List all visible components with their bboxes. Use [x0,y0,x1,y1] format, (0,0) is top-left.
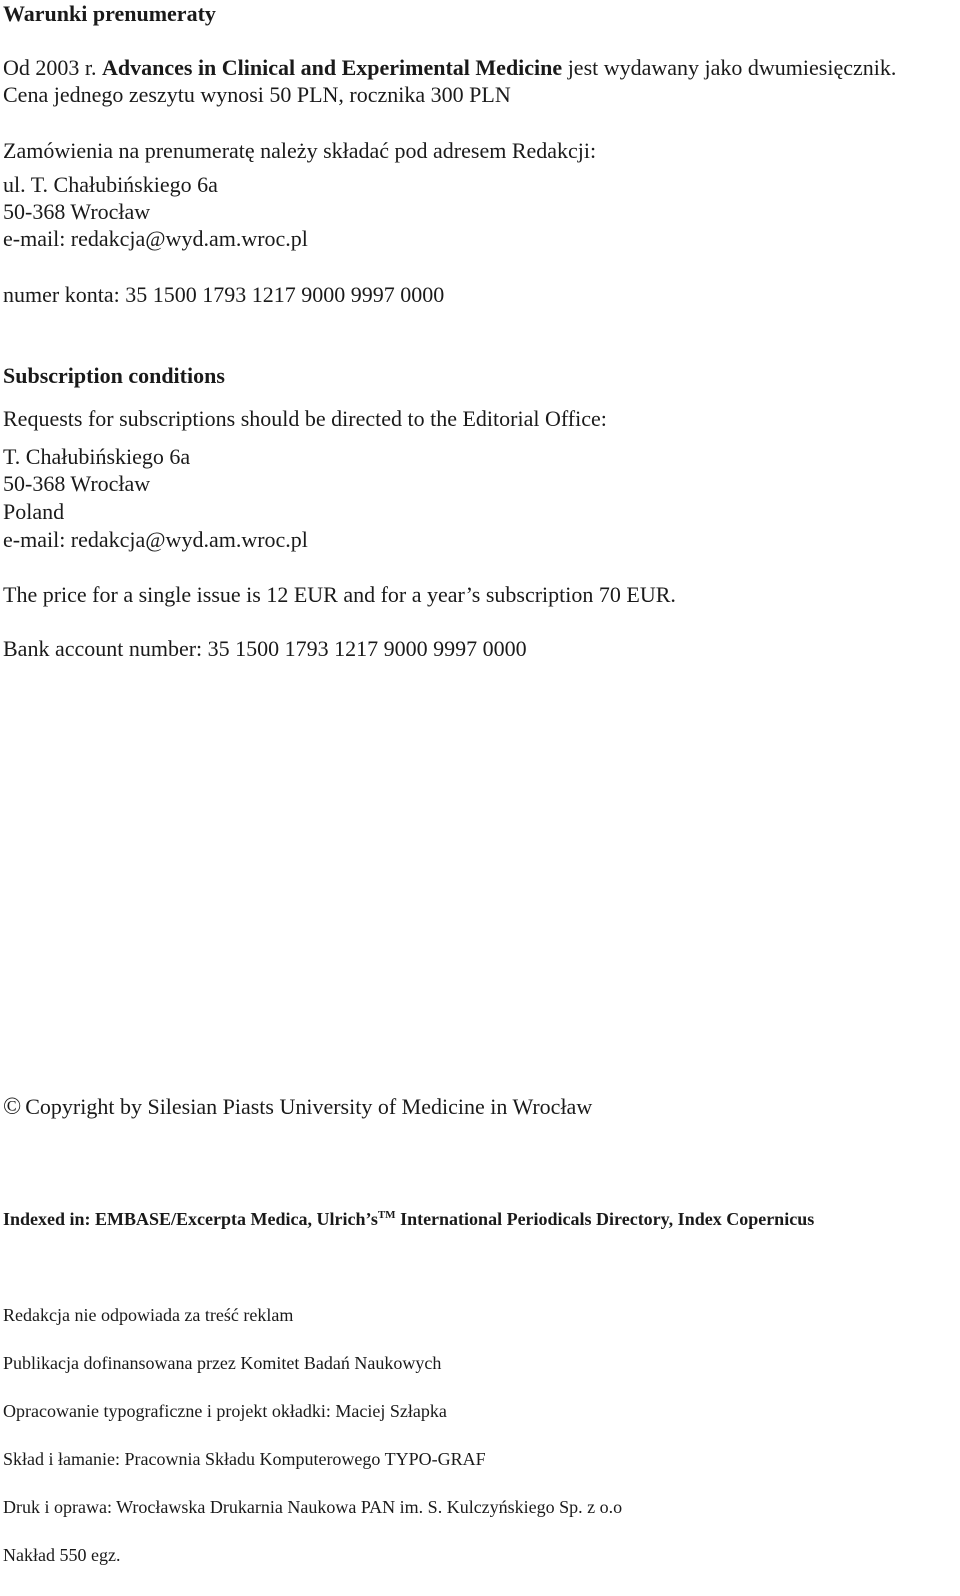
credit-typesetting: Skład i łamanie: Pracownia Składu Komputerowego TYPO-GRAF [3,1449,486,1469]
polish-heading: Warunki prenumeraty [3,1,216,26]
polish-address-street: ul. T. Chałubińskiego 6a [3,172,218,197]
copyright-text: Copyright by Silesian Piasts University of Medicine in Wrocław [25,1094,593,1119]
english-requests: Requests for subscriptions should be directed to the Editorial Office: [3,406,607,431]
polish-orders: Zamówienia na prenumeratę należy składać pod adresem Redakcji: [3,138,597,163]
polish-intro [3,57,896,79]
copyright-line [3,1095,592,1119]
english-price: The price for a single issue is 12 EUR and for a year’s subscription 70 EUR. [3,582,676,607]
english-address-street: T. Chałubińskiego 6a [3,444,191,469]
english-heading: Subscription conditions [3,363,225,388]
credit-funding: Publikacja dofinansowana przez Komitet Badań Naukowych [3,1353,442,1373]
credit-circulation: Nakład 550 egz. [3,1545,121,1565]
credit-printing: Druk i oprawa: Wrocławska Drukarnia Naukowa PAN im. S. Kulczyńskiego Sp. z o.o [3,1497,623,1517]
polish-account: numer konta: 35 1500 1793 1217 9000 9997 0000 [3,282,445,307]
indexed-in [3,1210,814,1228]
indexed-suffix: International Periodicals Directory, Index Copernicus [395,1209,815,1229]
english-email: e-mail: redakcja@wyd.am.wroc.pl [3,527,308,552]
trademark-mark: TM [377,1209,396,1221]
english-address-city: 50-368 Wrocław [3,471,151,496]
polish-price: Cena jednego zeszytu wynosi 50 PLN, rocznika 300 PLN [3,82,511,107]
credit-advertising: Redakcja nie odpowiada za treść reklam [3,1305,294,1325]
intro-suffix: jest wydawany jako dwumiesięcznik. [562,55,897,80]
credit-typography: Opracowanie typograficzne i projekt okładki: Maciej Szłapka [3,1401,447,1421]
polish-address-city: 50-368 Wrocław [3,199,151,224]
english-account: Bank account number: 35 1500 1793 1217 9000 9997 0000 [3,636,527,661]
indexed-prefix: Indexed in: EMBASE/Excerpta Medica, Ulrich’s [3,1209,378,1229]
english-country: Poland [3,499,65,524]
polish-email: e-mail: redakcja@wyd.am.wroc.pl [3,226,308,251]
journal-name: Advances in Clinical and Experimental Medicine [102,55,563,80]
intro-prefix: Od 2003 r. [3,55,102,80]
copyright-icon: © [3,1094,22,1120]
